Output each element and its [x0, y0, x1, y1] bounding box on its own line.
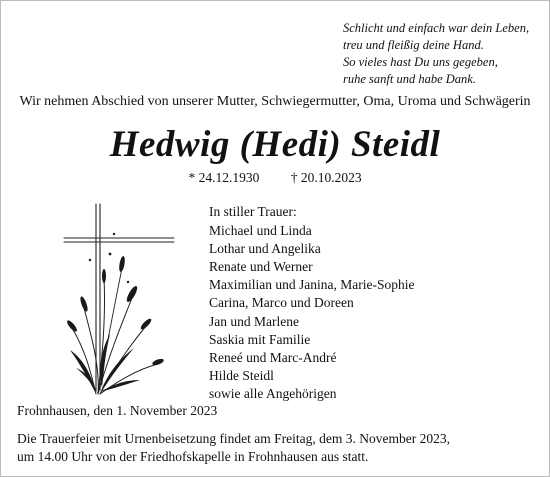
- intro-text: Wir nehmen Abschied von unserer Mutter, Schwiegermutter, Oma, Uroma und Schwägerin: [19, 94, 531, 109]
- place-and-date: Frohnhausen, den 1. November 2023: [17, 403, 218, 418]
- family-member: Michael und Linda: [209, 223, 312, 239]
- family-member: Saskia mit Familie: [209, 331, 311, 347]
- family-member: sowie alle Angehörigen: [209, 385, 337, 401]
- family-member: Lothar und Angelika: [209, 241, 321, 257]
- poem-line: Schlicht und einfach war dein Leben,: [343, 21, 530, 35]
- poem-line: treu und fleißig deine Hand.: [343, 38, 484, 52]
- family-member: Hilde Steidl: [209, 367, 274, 383]
- family-member: Carina, Marco und Doreen: [209, 295, 354, 311]
- deceased-name: Hedwig (Hedi) Steidl: [109, 124, 441, 165]
- family-member: Renate und Werner: [209, 259, 313, 275]
- cross-with-grass-icon: [62, 198, 192, 398]
- life-dates: [0, 170, 550, 186]
- mourning-heading: In stiller Trauer:: [209, 204, 297, 219]
- poem: [343, 20, 543, 88]
- family-member: Maximilian und Janina, Marie-Sophie: [209, 277, 415, 293]
- poem-line: So vieles hast Du uns gegeben,: [343, 55, 498, 69]
- death-date: † 20.10.2023: [290, 170, 362, 185]
- service-line: um 14.00 Uhr von der Friedhofskapelle in Frohnhausen aus statt.: [17, 449, 369, 464]
- service-line: Die Trauerfeier mit Urnenbeisetzung findet am Freitag, dem 3. November 2023,: [17, 431, 451, 446]
- family-member: Jan und Marlene: [209, 313, 299, 329]
- poem-line: ruhe sanft und habe Dank.: [343, 72, 476, 86]
- mourners-list: [209, 203, 414, 403]
- family-member: Reneé und Marc-André: [209, 349, 337, 365]
- birth-date: * 24.12.1930: [188, 170, 260, 185]
- service-info: [17, 430, 450, 466]
